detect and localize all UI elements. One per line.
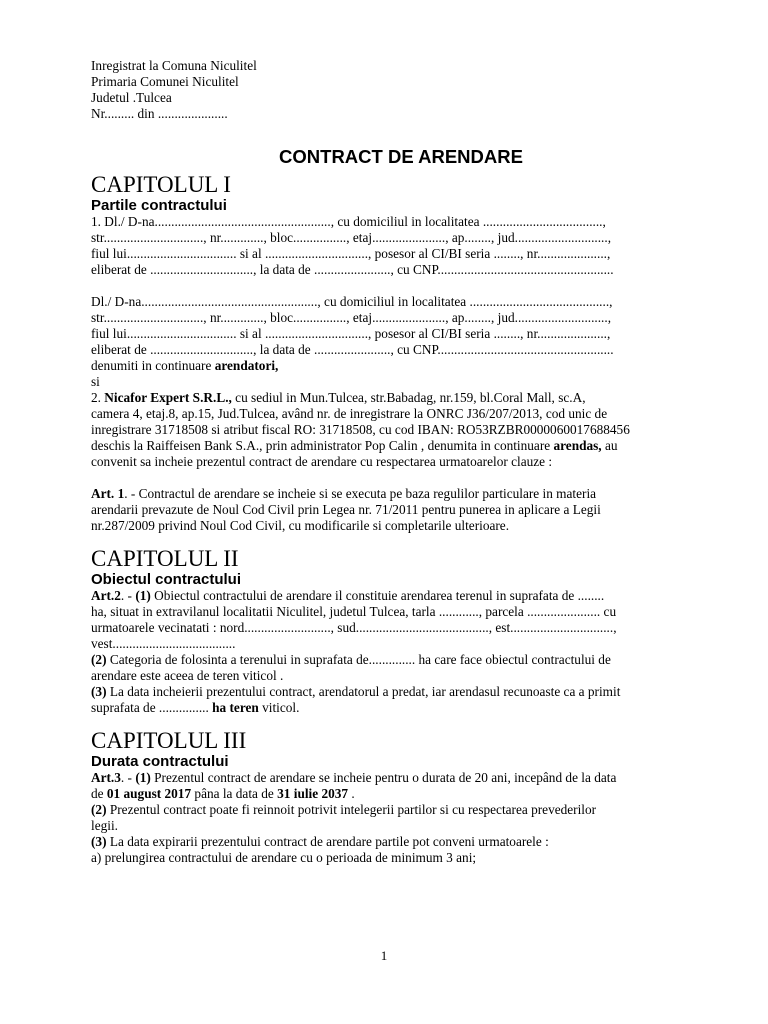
header-line: Nr......... din ..................... bbox=[91, 106, 228, 121]
text-span: suprafata de ............... bbox=[91, 700, 213, 715]
document-page bbox=[91, 58, 711, 866]
text-line: str.............................., nr............., bloc................, etaj......................, ap........, jud............................, bbox=[91, 310, 612, 325]
chapter-subheading: Durata contractului bbox=[91, 753, 229, 770]
chapter-heading: CAPITOLUL II bbox=[91, 546, 239, 571]
text-line: str.............................., nr............., bloc................, etaj......................, ap........, jud............................, bbox=[91, 230, 612, 245]
text-line: eliberat de ..............................., la data de ......................., cu CNP..................................................... bbox=[91, 262, 614, 277]
header-line: Primaria Comunei Niculitel bbox=[91, 74, 239, 89]
header-line: Inregistrat la Comuna Niculitel bbox=[91, 58, 257, 73]
text-span: Prezentul contract poate fi reinnoit potrivit intelegerii partilor si cu respectarea prevederilor bbox=[106, 802, 597, 817]
text-span: de bbox=[91, 786, 107, 801]
text-line bbox=[91, 358, 711, 374]
paragraph-number: (1) bbox=[135, 770, 151, 785]
bold-date: 31 iulie 2037 bbox=[277, 786, 349, 801]
bold-text: Nicafor Expert S.R.L., bbox=[104, 390, 232, 405]
text-span: . - Contractul de arendare se incheie si se executa pe baza regulilor particulare in materia bbox=[124, 486, 597, 501]
text-line: convenit sa incheie prezentul contract de arendare cu respectarea urmatoarelor clauze : bbox=[91, 454, 553, 469]
text-line: vest..................................... bbox=[91, 636, 236, 651]
document-title: CONTRACT DE ARENDARE bbox=[279, 146, 523, 167]
text-line bbox=[91, 834, 711, 850]
text-line: si bbox=[91, 374, 100, 389]
text-line: 1. Dl./ D-na....................................................., cu domiciliul in localitatea ...................................., bbox=[91, 214, 606, 229]
text-line bbox=[91, 486, 711, 502]
text-span: cu sediul in Mun.Tulcea, str.Babadag, nr.159, bl.Coral Mall, sc.A, bbox=[231, 390, 586, 405]
text-span: pâna la data de bbox=[191, 786, 278, 801]
party2-block bbox=[91, 390, 711, 470]
text-line bbox=[91, 588, 711, 604]
bold-date: 01 august 2017 bbox=[106, 786, 192, 801]
bold-text: arendatori, bbox=[214, 358, 279, 373]
text-line bbox=[91, 700, 711, 716]
party1b-block bbox=[91, 294, 711, 358]
bold-text: ha teren bbox=[212, 700, 259, 715]
text-span: . bbox=[348, 786, 355, 801]
paragraph-number: (2) bbox=[91, 652, 107, 667]
text-line: eliberat de ..............................., la data de ......................., cu CNP..................................................... bbox=[91, 342, 614, 357]
article-label: Art.2 bbox=[91, 588, 121, 603]
text-span: . - bbox=[120, 770, 136, 785]
text-line: fiul lui................................. si al ..............................., posesor al CI/BI seria ........, nr....................., bbox=[91, 326, 611, 341]
paragraph-number: (3) bbox=[91, 684, 107, 699]
header-line: Judetul .Tulcea bbox=[91, 90, 172, 105]
article-1 bbox=[91, 486, 711, 534]
text-line: legii. bbox=[91, 818, 118, 833]
text-span: La data incheierii prezentului contract, arendatorul a predat, iar arendasul recunoaste ca a primit bbox=[106, 684, 621, 699]
chapter-heading: CAPITOLUL I bbox=[91, 172, 231, 197]
text-line: ha, situat in extravilanul localitatii Niculitel, judetul Tulcea, tarla ............, parcela ...................... cu bbox=[91, 604, 617, 619]
text-span: La data expirarii prezentului contract de arendare partile pot conveni urmatoarele : bbox=[106, 834, 549, 849]
text-span: Prezentul contract de arendare se incheie pentru o durata de 20 ani, incepând de la data bbox=[150, 770, 617, 785]
article-2 bbox=[91, 588, 711, 716]
chapter-heading: CAPITOLUL III bbox=[91, 728, 247, 753]
text-span: deschis la Raiffeisen Bank S.A., prin administrator Pop Calin , denumita in continuare bbox=[91, 438, 554, 453]
text-span: . - bbox=[120, 588, 136, 603]
party1-block bbox=[91, 214, 711, 278]
text-line bbox=[91, 802, 711, 818]
text-line bbox=[91, 786, 711, 802]
text-line: arendare este aceea de teren viticol . bbox=[91, 668, 284, 683]
text-line: nr.287/2009 privind Noul Cod Civil, cu modificarile si completarile ulterioare. bbox=[91, 518, 510, 533]
text-line: Dl./ D-na....................................................., cu domiciliul in localitatea .........................................., bbox=[91, 294, 613, 309]
text-line bbox=[91, 438, 711, 454]
chapter-subheading: Obiectul contractului bbox=[91, 571, 242, 588]
text-span: 2. bbox=[91, 390, 105, 405]
text-span: au bbox=[601, 438, 618, 453]
paragraph-number: (1) bbox=[135, 588, 151, 603]
paragraph-number: (2) bbox=[91, 802, 107, 817]
page-number: 1 bbox=[380, 948, 388, 963]
text-line: arendarii prevazute de Noul Cod Civil prin Legea nr. 71/2011 pentru punerea in aplicare a Legii bbox=[91, 502, 601, 517]
text-span: viticol. bbox=[258, 700, 300, 715]
text-line bbox=[91, 684, 711, 700]
article-label: Art.3 bbox=[91, 770, 121, 785]
text-line: urmatoarele vecinatati : nord.........................., sud........................................, est..............................., bbox=[91, 620, 617, 635]
text-line bbox=[91, 652, 711, 668]
text-span: Categoria de folosinta a terenului in suprafata de.............. ha care face obiectul contractului de bbox=[106, 652, 611, 667]
chapter-subheading: Partile contractului bbox=[91, 197, 227, 214]
text-line: inregistrare 31718508 si atribut fiscal RO: 31718508, cu cod IBAN: RO53RZBR0000060017688456 bbox=[91, 422, 630, 437]
text-line: fiul lui................................. si al ..............................., posesor al CI/BI seria ........, nr....................., bbox=[91, 246, 611, 261]
article-label: Art. 1 bbox=[91, 486, 125, 501]
bold-text: arendas, bbox=[553, 438, 602, 453]
text-line bbox=[91, 770, 711, 786]
text-line bbox=[91, 390, 711, 406]
text-span: Obiectul contractului de arendare il constituie arendarea terenul in suprafata de ........ bbox=[150, 588, 605, 603]
paragraph-number: (3) bbox=[91, 834, 107, 849]
text-line: a) prelungirea contractului de arendare cu o perioada de minimum 3 ani; bbox=[91, 850, 477, 865]
text-line: camera 4, etaj.8, ap.15, Jud.Tulcea, având nr. de inregistrare la ONRC J36/207/2013, cod unic de bbox=[91, 406, 608, 421]
text-span: denumiti in continuare bbox=[91, 358, 215, 373]
article-3 bbox=[91, 770, 711, 866]
registration-header bbox=[91, 58, 711, 122]
